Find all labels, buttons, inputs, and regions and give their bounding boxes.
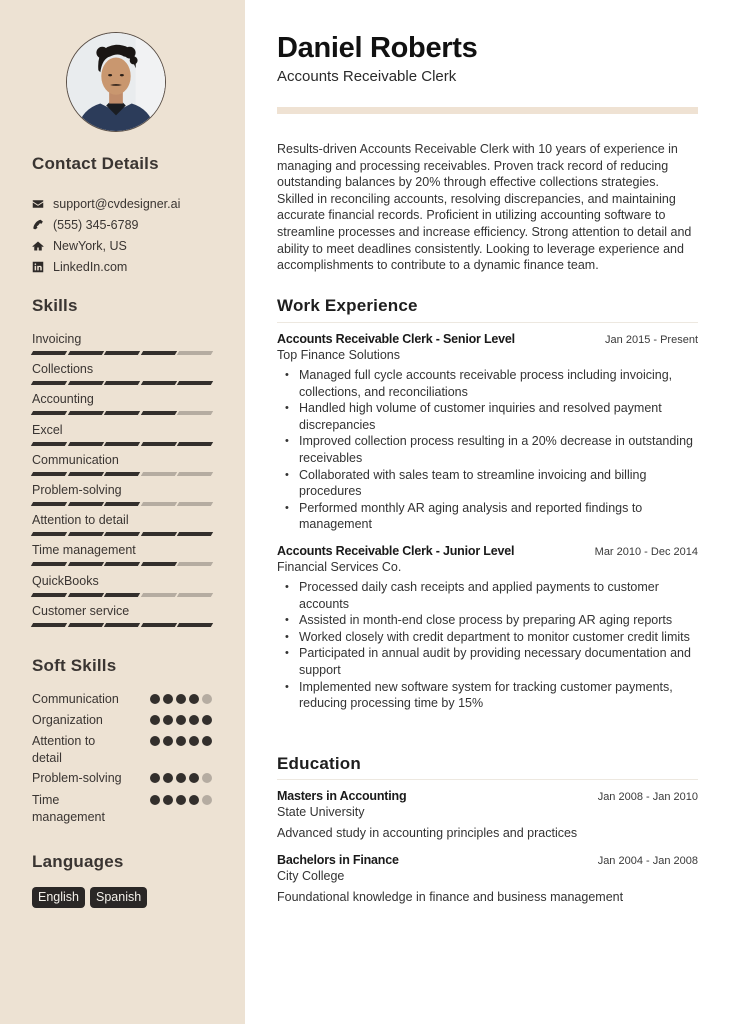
rating-segment-filled <box>177 442 213 446</box>
rating-segment-filled <box>104 562 140 566</box>
soft-skill-label: Organization <box>32 713 103 727</box>
job-title: Accounts Receivable Clerk - Junior Level <box>277 544 515 558</box>
job-bullet: • Worked closely with credit department to monitor customer credit limits <box>277 629 698 646</box>
skill-label: Collections <box>32 362 94 377</box>
rating-dot-filled <box>176 715 186 725</box>
contact-phone-text: (555) 345-6789 <box>53 217 139 232</box>
school-name: City College <box>277 869 345 883</box>
skill-item <box>32 482 212 512</box>
rating-segment-filled <box>104 381 140 385</box>
rating-dot-filled <box>163 773 173 783</box>
rating-dot-filled <box>150 715 160 725</box>
sidebar <box>0 0 245 1024</box>
rating-dot-filled <box>189 715 199 725</box>
soft-skill-label: Communication <box>32 692 119 706</box>
rating-segment-filled <box>140 351 176 355</box>
skill-label: QuickBooks <box>32 573 99 588</box>
job-bullets <box>277 579 698 712</box>
contact-phone[interactable] <box>32 214 180 235</box>
rating-segment-filled <box>67 381 103 385</box>
rating-segment-filled <box>31 532 67 536</box>
education-description: Advanced study in accounting principles and practices <box>277 826 578 840</box>
rating-segment-filled <box>67 502 103 506</box>
rating-segment-filled <box>177 623 213 627</box>
profile-photo <box>66 32 166 132</box>
degree-title: Masters in Accounting <box>277 789 407 803</box>
job-bullet: • Performed monthly AR aging analysis and reported findings to management <box>277 500 698 533</box>
rating-dot-empty <box>202 795 212 805</box>
rating-segment-filled <box>140 562 176 566</box>
education-date: Jan 2004 - Jan 2008 <box>597 855 698 867</box>
job-date: Mar 2010 - Dec 2014 <box>594 546 698 558</box>
job-bullet: • Handled high volume of customer inquiries and resolved payment discrepancies <box>277 400 698 433</box>
job-entry <box>277 544 698 712</box>
rating-segment-filled <box>104 502 140 506</box>
skill-item <box>32 422 212 452</box>
rating-dot-filled <box>176 795 186 805</box>
skill-rating-bar <box>32 381 212 385</box>
linkedin-icon <box>32 261 44 273</box>
job-bullet: • Participated in annual audit by providing necessary documentation and support <box>277 645 698 678</box>
skill-item <box>32 361 212 391</box>
rating-segment-filled <box>31 623 67 627</box>
education-heading: Education <box>277 754 361 773</box>
rating-segment-filled <box>140 411 176 415</box>
rating-segment-filled <box>104 623 140 627</box>
rating-segment-filled <box>31 472 67 476</box>
education-entry <box>277 789 698 841</box>
rating-dot-filled <box>176 694 186 704</box>
job-date: Jan 2015 - Present <box>605 334 698 346</box>
rating-dot-filled <box>202 736 212 746</box>
job-bullet: • Improved collection process resulting in a 20% decrease in outstanding receivables <box>277 433 698 466</box>
soft-skill-item <box>32 792 212 826</box>
skill-label: Communication <box>32 452 119 467</box>
experience-divider <box>277 322 698 323</box>
contact-linkedin[interactable] <box>32 256 180 277</box>
rating-dot-filled <box>202 715 212 725</box>
rating-segment-filled <box>31 562 67 566</box>
rating-segment-filled <box>104 472 140 476</box>
profile-photo-illustration <box>67 33 165 131</box>
rating-segment-filled <box>140 532 176 536</box>
rating-dot-filled <box>163 715 173 725</box>
language-badge: Spanish <box>90 887 147 908</box>
skill-label: Customer service <box>32 603 130 618</box>
rating-segment-filled <box>67 562 103 566</box>
skill-label: Accounting <box>32 392 94 407</box>
candidate-name: Daniel Roberts <box>277 32 478 64</box>
experience-heading: Work Experience <box>277 296 418 315</box>
rating-segment-filled <box>31 381 67 385</box>
candidate-title: Accounts Receivable Clerk <box>277 68 457 85</box>
rating-dot-filled <box>150 795 160 805</box>
soft-skill-rating-dots <box>150 691 212 704</box>
soft-skill-rating-dots <box>150 733 212 746</box>
soft-skill-label: Attention to detail <box>32 734 96 765</box>
envelope-icon <box>32 198 44 210</box>
rating-segment-filled <box>31 411 67 415</box>
rating-segment-filled <box>104 532 140 536</box>
skill-item <box>32 603 212 633</box>
rating-segment-empty <box>177 351 213 355</box>
education-entry <box>277 853 698 905</box>
skill-label: Excel <box>32 422 63 437</box>
language-badge: English <box>32 887 85 908</box>
rating-dot-filled <box>163 736 173 746</box>
skill-label: Invoicing <box>32 332 82 346</box>
rating-segment-filled <box>31 593 67 597</box>
contact-linkedin-text: LinkedIn.com <box>53 259 128 274</box>
job-bullets <box>277 367 698 533</box>
rating-segment-filled <box>67 593 103 597</box>
rating-dot-filled <box>163 694 173 704</box>
skill-rating-bar <box>32 593 212 597</box>
rating-segment-filled <box>104 593 140 597</box>
education-divider <box>277 779 698 780</box>
skill-rating-bar <box>32 472 212 476</box>
languages-list <box>32 887 147 908</box>
job-company: Financial Services Co. <box>277 560 402 574</box>
soft-skills-heading: Soft Skills <box>32 656 117 675</box>
skills-heading: Skills <box>32 296 78 315</box>
rating-dot-filled <box>176 773 186 783</box>
skill-item <box>32 542 212 572</box>
rating-dot-filled <box>150 736 160 746</box>
soft-skill-rating-dots <box>150 770 212 783</box>
rating-dot-filled <box>176 736 186 746</box>
job-company: Top Finance Solutions <box>277 348 400 362</box>
rating-dot-filled <box>189 795 199 805</box>
rating-segment-filled <box>104 351 140 355</box>
summary-text: Results-driven Accounts Receivable Clerk with 10 years of experience in managing and processing receivables. Proven track record of reducing outstanding balances by 20% through effective collections strategies. Skilled in reconciling accounts, resolving discrepancies, and maintaining accurate financial records. Proficient in utilizing accounting software to streamline processes and increase efficiency. Strong attention to detail and ability to meet deadlines consistently. Looking to leverage experience and accomplishments to contribute to a dynamic finance team. <box>277 142 692 273</box>
rating-segment-filled <box>67 623 103 627</box>
skill-rating-bar <box>32 562 212 566</box>
skill-item <box>32 573 212 603</box>
rating-dot-filled <box>163 795 173 805</box>
rating-segment-empty <box>177 472 213 476</box>
soft-skill-rating-dots <box>150 792 212 805</box>
contact-email-text: support@cvdesigner.ai <box>53 196 181 211</box>
skills-list <box>32 331 212 633</box>
skill-rating-bar <box>32 623 212 627</box>
job-bullet: • Collaborated with sales team to streamline invoicing and billing procedures <box>277 467 698 500</box>
rating-segment-empty <box>140 593 176 597</box>
rating-segment-filled <box>67 442 103 446</box>
skill-rating-bar <box>32 502 212 506</box>
soft-skill-label: Time management <box>32 793 105 824</box>
contact-email[interactable] <box>32 193 180 214</box>
soft-skill-item <box>32 770 212 787</box>
rating-dot-filled <box>150 773 160 783</box>
rating-segment-filled <box>140 381 176 385</box>
education-description: Foundational knowledge in finance and business management <box>277 890 624 904</box>
skill-item <box>32 452 212 482</box>
rating-segment-filled <box>67 472 103 476</box>
rating-segment-empty <box>177 593 213 597</box>
rating-segment-filled <box>140 623 176 627</box>
rating-dot-empty <box>202 773 212 783</box>
home-icon <box>32 240 44 252</box>
rating-segment-empty <box>177 502 213 506</box>
job-bullet: • Processed daily cash receipts and applied payments to customer accounts <box>277 579 698 612</box>
rating-segment-filled <box>31 442 67 446</box>
rating-segment-filled <box>67 532 103 536</box>
contact-heading: Contact Details <box>32 154 159 173</box>
rating-segment-filled <box>140 442 176 446</box>
contact-list <box>32 193 180 277</box>
job-bullet: • Managed full cycle accounts receivable process including invoicing, collections, and reconciliations <box>277 367 698 400</box>
rating-segment-empty <box>140 502 176 506</box>
header-divider <box>277 107 698 114</box>
skill-rating-bar <box>32 351 212 355</box>
rating-segment-filled <box>104 411 140 415</box>
soft-skill-item <box>32 733 212 767</box>
job-bullet: • Implemented new software system for tracking customer payments, reducing processing time by 15% <box>277 679 698 712</box>
rating-dot-filled <box>150 694 160 704</box>
rating-segment-filled <box>104 442 140 446</box>
skill-item <box>32 512 212 542</box>
rating-segment-empty <box>177 562 213 566</box>
skill-label: Attention to detail <box>32 513 129 528</box>
skill-rating-bar <box>32 532 212 536</box>
rating-dot-empty <box>202 694 212 704</box>
skill-item <box>32 331 212 361</box>
rating-dot-filled <box>189 736 199 746</box>
soft-skill-label: Problem-solving <box>32 771 122 785</box>
rating-segment-filled <box>177 381 213 385</box>
phone-icon <box>32 219 44 231</box>
contact-location-text: NewYork, US <box>53 238 127 253</box>
skill-rating-bar <box>32 442 212 446</box>
job-bullet: • Assisted in month-end close process by preparing AR aging reports <box>277 612 698 629</box>
rating-dot-filled <box>189 694 199 704</box>
rating-segment-filled <box>31 502 67 506</box>
rating-segment-empty <box>140 472 176 476</box>
skill-label: Time management <box>32 543 136 558</box>
skill-label: Problem-solving <box>32 482 122 497</box>
contact-location <box>32 235 180 256</box>
rating-segment-filled <box>67 411 103 415</box>
rating-segment-filled <box>177 532 213 536</box>
skill-item <box>32 391 212 421</box>
rating-segment-empty <box>177 411 213 415</box>
job-entry <box>277 332 698 533</box>
soft-skill-item <box>32 712 212 729</box>
skill-rating-bar <box>32 411 212 415</box>
soft-skill-rating-dots <box>150 712 212 725</box>
education-date: Jan 2008 - Jan 2010 <box>597 791 698 803</box>
school-name: State University <box>277 805 365 819</box>
rating-segment-filled <box>67 351 103 355</box>
languages-heading: Languages <box>32 852 124 871</box>
degree-title: Bachelors in Finance <box>277 853 399 867</box>
rating-dot-filled <box>189 773 199 783</box>
job-title: Accounts Receivable Clerk - Senior Level <box>277 332 515 346</box>
rating-segment-filled <box>31 351 67 355</box>
soft-skill-item <box>32 691 212 708</box>
